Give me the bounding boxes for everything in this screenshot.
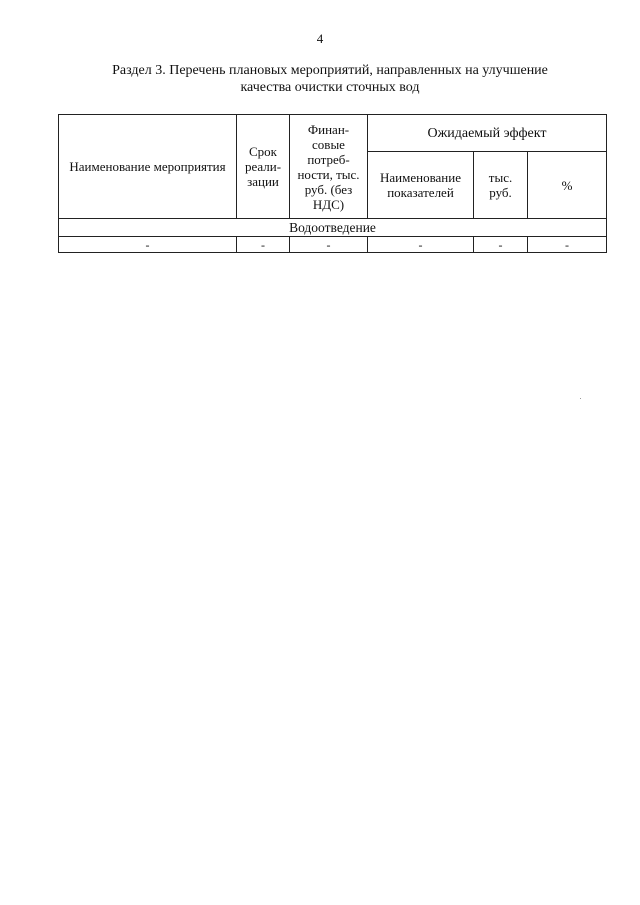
section-title-line-1: Раздел 3. Перечень плановых мероприятий, направленных на улучшение <box>112 63 548 78</box>
table-cell: - <box>528 237 607 253</box>
header-indicator-name: Наименование показателей <box>368 152 474 219</box>
header-financial-needs: Финан-совые потреб-ности, тыс. руб. (без НДС) <box>290 115 368 219</box>
planned-measures-table <box>58 114 607 253</box>
table-cell: - <box>474 237 528 253</box>
section-title-line-2: качества очистки сточных вод <box>240 80 420 95</box>
table-cell: - <box>59 237 237 253</box>
section-row-water-disposal: Водоотведение <box>59 219 607 237</box>
table-cell: - <box>237 237 290 253</box>
page-number: 4 <box>316 31 324 46</box>
header-thousand-rub: тыс. руб. <box>474 152 528 219</box>
header-percent: % <box>528 152 607 219</box>
scan-artifact-dot <box>580 398 581 399</box>
header-measure-name: Наименование мероприятия <box>59 115 237 219</box>
header-expected-effect: Ожидаемый эффект <box>368 115 607 152</box>
table-cell: - <box>368 237 474 253</box>
header-implementation-term: Срок реали-зации <box>237 115 290 219</box>
table-row <box>59 237 607 253</box>
section-title <box>60 62 600 96</box>
table-cell: - <box>290 237 368 253</box>
